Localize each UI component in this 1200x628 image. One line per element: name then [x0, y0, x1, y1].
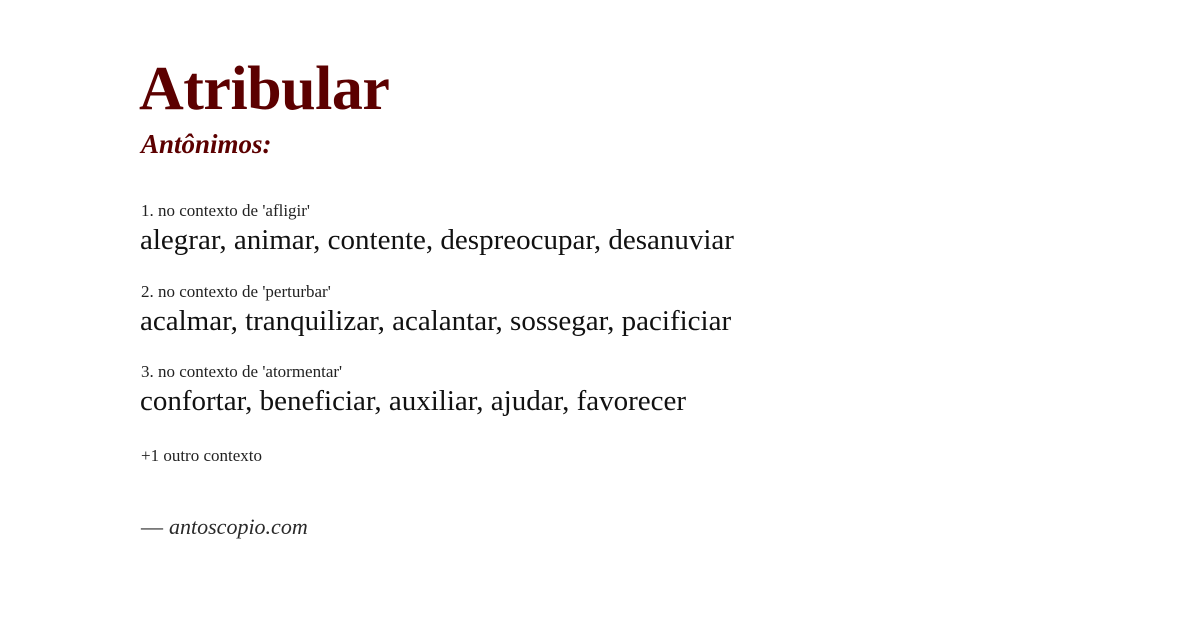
- sense-context-label: 1. no contexto de 'afligir': [141, 201, 310, 221]
- more-contexts-note: +1 outro contexto: [141, 445, 263, 465]
- list-item: [139, 361, 1100, 420]
- sense-antonyms: confortar, beneficiar, auxiliar, ajudar, favorecer: [140, 385, 687, 418]
- source-name: antoscopio.com: [169, 513, 308, 539]
- sense-list: [139, 200, 1100, 420]
- sense-context-label: 3. no contexto de 'atormentar': [141, 362, 343, 382]
- em-dash: —: [141, 513, 163, 539]
- list-item: [139, 200, 1100, 259]
- section-label: Antônimos:: [141, 129, 272, 160]
- page-title: Atribular: [139, 55, 390, 123]
- source-attribution: [141, 514, 1100, 540]
- list-item: [139, 281, 1100, 340]
- sense-antonyms: alegrar, animar, contente, despreocupar, desanuviar: [140, 224, 734, 257]
- sense-antonyms: acalmar, tranquilizar, acalantar, sossegar, pacificiar: [140, 304, 732, 337]
- sense-context-label: 2. no contexto de 'perturbar': [141, 281, 331, 301]
